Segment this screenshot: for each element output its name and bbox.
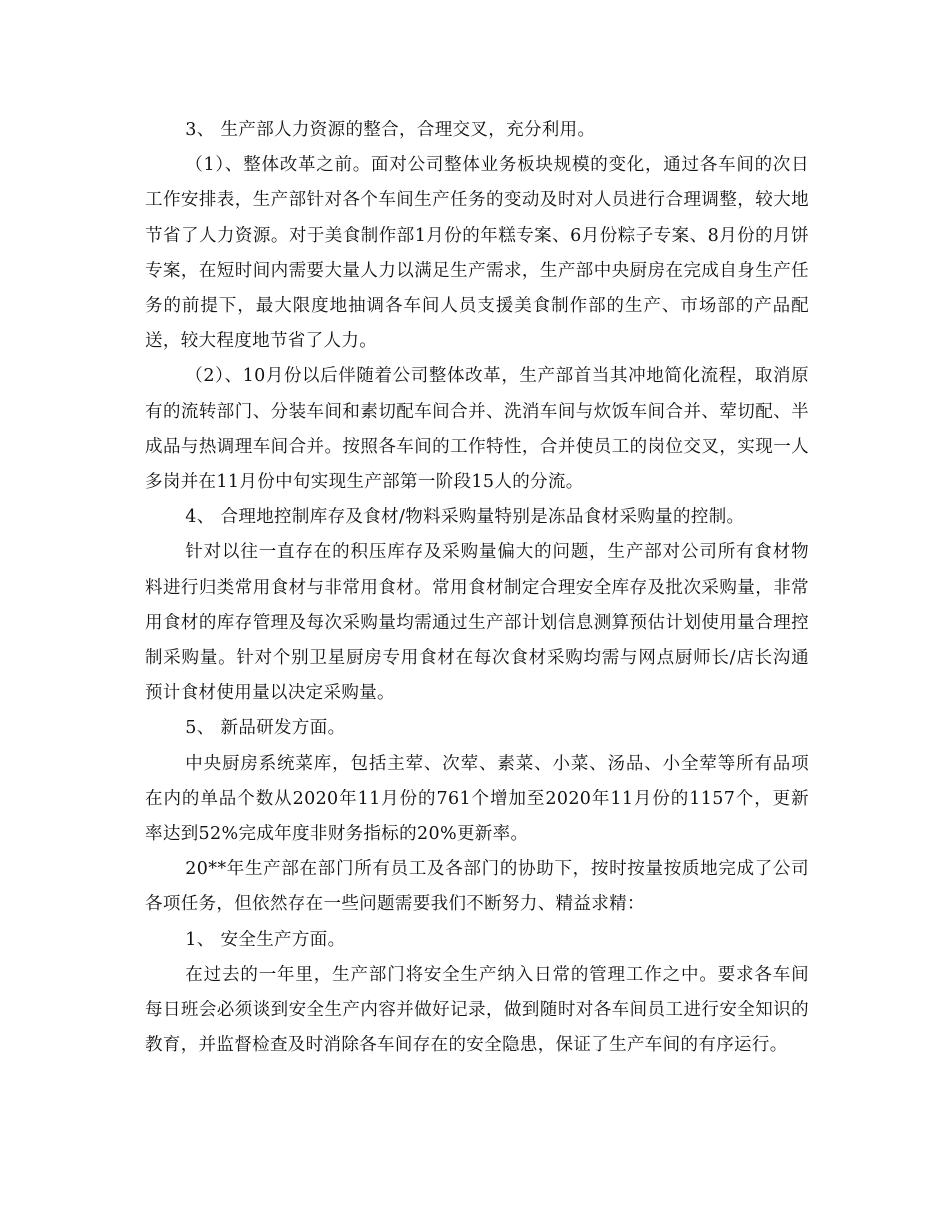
paragraph-after-reform: （2）、10月份以后伴随着公司整体改革，生产部首当其冲地简化流程，取消原有的流转部门、分装车间和素切配车间合并、洗消车间与炊饭车间合并、荤切配、半成品与热调理车间合并。按照各车间的工作特性，合并使员工的岗位交叉，实现一人多岗并在11月份中旬实现生产部第一阶段15人的分流。 bbox=[145, 366, 809, 493]
paragraph-menu-library: 中央厨房系统菜库，包括主荤、次荤、素菜、小菜、汤品、小全荤等所有品项在内的单品个数从2020年11月份的761个增加至2020年11月份的1157个，更新率达到52%完成年度非财务指标的20%更新率。 bbox=[145, 753, 809, 845]
section-heading-inventory-control: 4、 合理地控制库存及食材/物料采购量特别是冻品食材采购量的控制。 bbox=[185, 507, 745, 528]
document-body bbox=[145, 113, 809, 1063]
section-heading-safety: 1、 安全生产方面。 bbox=[185, 929, 346, 950]
paragraph-inventory: 针对以往一直存在的积压库存及采购量偏大的问题，生产部对公司所有食材物料进行归类常用食材与非常用食材。常用食材制定合理安全库存及批次采购量，非常用食材的库存管理及每次采购量均需通过生产部计划信息测算预估计划使用量合理控制采购量。针对个别卫星厨房专用食材在每次食材采购均需与网点厨师长/店长沟通预计食材使用量以决定采购量。 bbox=[145, 542, 809, 704]
section-heading-new-product: 5、 新品研发方面。 bbox=[185, 718, 346, 739]
paragraph-summary: 20**年生产部在部门所有员工及各部门的协助下，按时按量按质地完成了公司各项任务，但依然存在一些问题需要我们不断努力、精益求精： bbox=[145, 859, 809, 915]
paragraph-before-reform: （1）、整体改革之前。面对公司整体业务板块规模的变化，通过各车间的次日工作安排表，生产部针对各个车间生产任务的变动及时对人员进行合理调整，较大地节省了人力资源。对于美食制作部1月份的年糕专案、6月份粽子专案、8月份的月饼专案，在短时间内需要大量人力以满足生产需求，生产部中央厨房在完成自身生产任务的前提下，最大限度地抽调各车间人员支援美食制作部的生产、市场部的产品配送，较大程度地节省了人力。 bbox=[145, 155, 809, 352]
section-heading-hr-integration: 3、 生产部人力资源的整合，合理交叉，充分利用。 bbox=[185, 120, 596, 140]
paragraph-safety: 在过去的一年里，生产部门将安全生产纳入日常的管理工作之中。要求各车间每日班会必须谈到安全生产内容并做好记录，做到随时对各车间员工进行安全知识的教育，并监督检查及时消除各车间存在的安全隐患，保证了生产车间的有序运行。 bbox=[145, 964, 809, 1056]
